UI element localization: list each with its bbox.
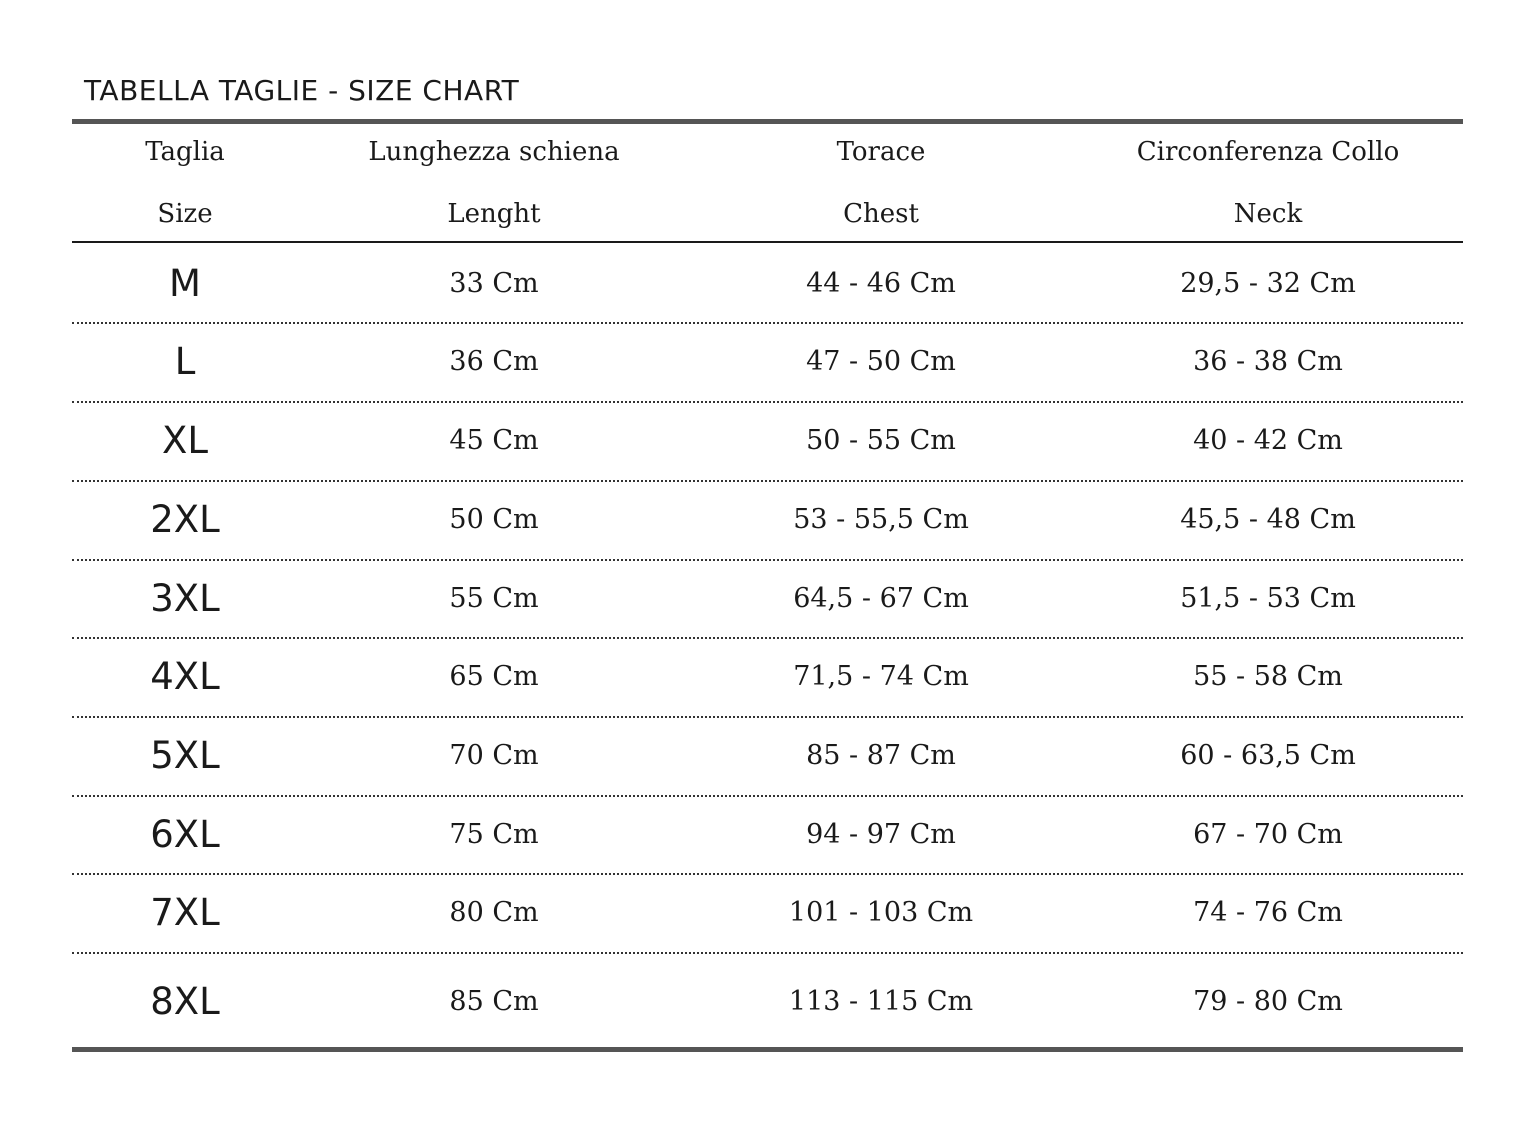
cell-size: 8XL bbox=[150, 980, 220, 1023]
cell-length: 50 Cm bbox=[449, 504, 539, 535]
cell-size: M bbox=[169, 262, 201, 305]
cell-chest: 47 - 50 Cm bbox=[806, 346, 956, 377]
cell-chest: 64,5 - 67 Cm bbox=[793, 583, 969, 614]
cell-neck: 79 - 80 Cm bbox=[1193, 986, 1343, 1017]
header-neck-it: Circonferenza Collo bbox=[1136, 137, 1400, 167]
cell-size: 2XL bbox=[150, 498, 220, 541]
row-divider bbox=[72, 401, 1463, 403]
header-size-it: Taglia bbox=[145, 137, 225, 167]
cell-chest: 71,5 - 74 Cm bbox=[793, 661, 969, 692]
table-header-rule bbox=[72, 241, 1463, 243]
cell-length: 33 Cm bbox=[449, 268, 539, 299]
cell-length: 36 Cm bbox=[449, 346, 539, 377]
header-length-en: Lenght bbox=[447, 199, 541, 229]
cell-size: 6XL bbox=[150, 813, 220, 856]
cell-neck: 74 - 76 Cm bbox=[1193, 897, 1343, 928]
header-neck-en: Neck bbox=[1233, 199, 1303, 229]
cell-neck: 36 - 38 Cm bbox=[1193, 346, 1343, 377]
cell-chest: 44 - 46 Cm bbox=[806, 268, 956, 299]
cell-length: 85 Cm bbox=[449, 986, 539, 1017]
cell-chest: 94 - 97 Cm bbox=[806, 819, 956, 850]
cell-length: 75 Cm bbox=[449, 819, 539, 850]
cell-neck: 55 - 58 Cm bbox=[1193, 661, 1343, 692]
header-chest-en: Chest bbox=[843, 199, 919, 229]
cell-size: XL bbox=[162, 419, 208, 462]
cell-neck: 60 - 63,5 Cm bbox=[1180, 740, 1356, 771]
cell-neck: 67 - 70 Cm bbox=[1193, 819, 1343, 850]
cell-size: 4XL bbox=[150, 655, 220, 698]
row-divider bbox=[72, 637, 1463, 639]
cell-neck: 40 - 42 Cm bbox=[1193, 425, 1343, 456]
row-divider bbox=[72, 795, 1463, 797]
row-divider bbox=[72, 480, 1463, 482]
cell-neck: 51,5 - 53 Cm bbox=[1180, 583, 1356, 614]
header-chest-it: Torace bbox=[836, 137, 926, 167]
cell-chest: 113 - 115 Cm bbox=[788, 986, 974, 1017]
cell-neck: 29,5 - 32 Cm bbox=[1180, 268, 1356, 299]
page-title: TABELLA TAGLIE - SIZE CHART bbox=[84, 74, 520, 107]
row-divider bbox=[72, 952, 1463, 954]
cell-chest: 85 - 87 Cm bbox=[806, 740, 956, 771]
cell-length: 45 Cm bbox=[449, 425, 539, 456]
cell-size: 7XL bbox=[150, 891, 220, 934]
cell-size: 5XL bbox=[150, 734, 220, 777]
cell-neck: 45,5 - 48 Cm bbox=[1180, 504, 1356, 535]
header-length-it: Lunghezza schiena bbox=[368, 137, 620, 167]
row-divider bbox=[72, 716, 1463, 718]
cell-size: L bbox=[174, 340, 196, 383]
cell-length: 55 Cm bbox=[449, 583, 539, 614]
cell-chest: 50 - 55 Cm bbox=[806, 425, 956, 456]
cell-length: 65 Cm bbox=[449, 661, 539, 692]
cell-length: 80 Cm bbox=[449, 897, 539, 928]
cell-chest: 53 - 55,5 Cm bbox=[793, 504, 969, 535]
cell-length: 70 Cm bbox=[449, 740, 539, 771]
cell-chest: 101 - 103 Cm bbox=[788, 897, 974, 928]
row-divider bbox=[72, 322, 1463, 324]
row-divider bbox=[72, 559, 1463, 561]
table-bottom-rule bbox=[72, 1047, 1463, 1052]
row-divider bbox=[72, 873, 1463, 875]
header-size-en: Size bbox=[157, 199, 213, 229]
table-top-rule bbox=[72, 119, 1463, 124]
cell-size: 3XL bbox=[150, 577, 220, 620]
